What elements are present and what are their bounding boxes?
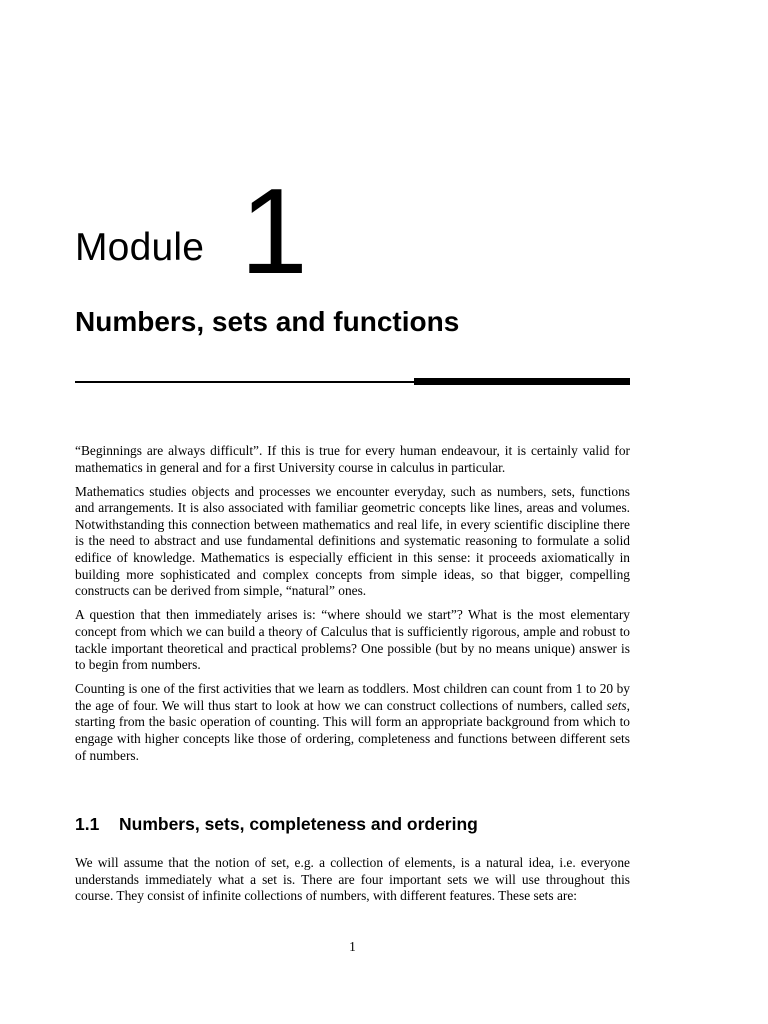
- intro-paragraph-1: “Beginnings are always difficult”. If this is true for every human endeavour, it is certainly valid for mathematics in general and for a first University course in calculus in particular.: [75, 443, 630, 475]
- section-heading: [75, 812, 478, 836]
- chapter-number: 1: [240, 163, 308, 299]
- intro-paragraph-4-emphasis: sets: [606, 697, 627, 713]
- intro-paragraph-4: [75, 681, 630, 764]
- title-rule-thin: [75, 381, 415, 383]
- intro-paragraph-2: Mathematics studies objects and processes we encounter everyday, such as numbers, sets, functions and arrangements. It is also associated with familiar geometric concepts like lines, areas and volumes. Notwithstanding this connection between mathematics and real life, in every scientific discipline there is the need to abstract and use fundamental definitions and systematic reasoning to formulate a solid edifice of knowledge. Mathematics is especially efficient in this sense: it proceeds axiomatically in building more sophisticated and complex concepts from simple ideas, so that bigger, compelling constructs can be derived from simple, “natural” ones.: [75, 483, 630, 599]
- intro-paragraph-3: A question that then immediately arises is: “where should we start”? What is the most elementary concept from which we can build a theory of Calculus that is sufficiently rigorous, ample and robust to tackle important theoretical and practical problems? One possible (but by no means unique) answer is to begin from numbers.: [75, 607, 630, 673]
- section-title: Numbers, sets, completeness and ordering: [119, 814, 478, 834]
- page-number: 1: [349, 939, 356, 954]
- intro-paragraph-4-start: Counting is one of the first activities that we learn as toddlers. Most children can count from 1 to 20 by the age of four. We will thus start to look at how we can construct collections of numbers, called: [75, 681, 630, 713]
- title-rule-thick: [414, 378, 630, 385]
- chapter-word: Module: [75, 226, 205, 269]
- section-paragraph-1: We will assume that the notion of set, e.g. a collection of elements, is a natural idea, i.e. everyone understands immediately what a set is. There are four important sets we will use throughout this course. They consist of infinite collections of numbers, with different features. These sets are:: [75, 855, 630, 904]
- section-number: 1.1: [75, 814, 100, 834]
- chapter-title: Numbers, sets and functions: [75, 306, 460, 337]
- intro-body: [75, 443, 630, 772]
- intro-paragraph-4-end: , starting from the basic operation of counting. This will form an appropriate background from which to engage with higher concepts like those of ordering, completeness and functions between different sets of numbers.: [75, 697, 630, 763]
